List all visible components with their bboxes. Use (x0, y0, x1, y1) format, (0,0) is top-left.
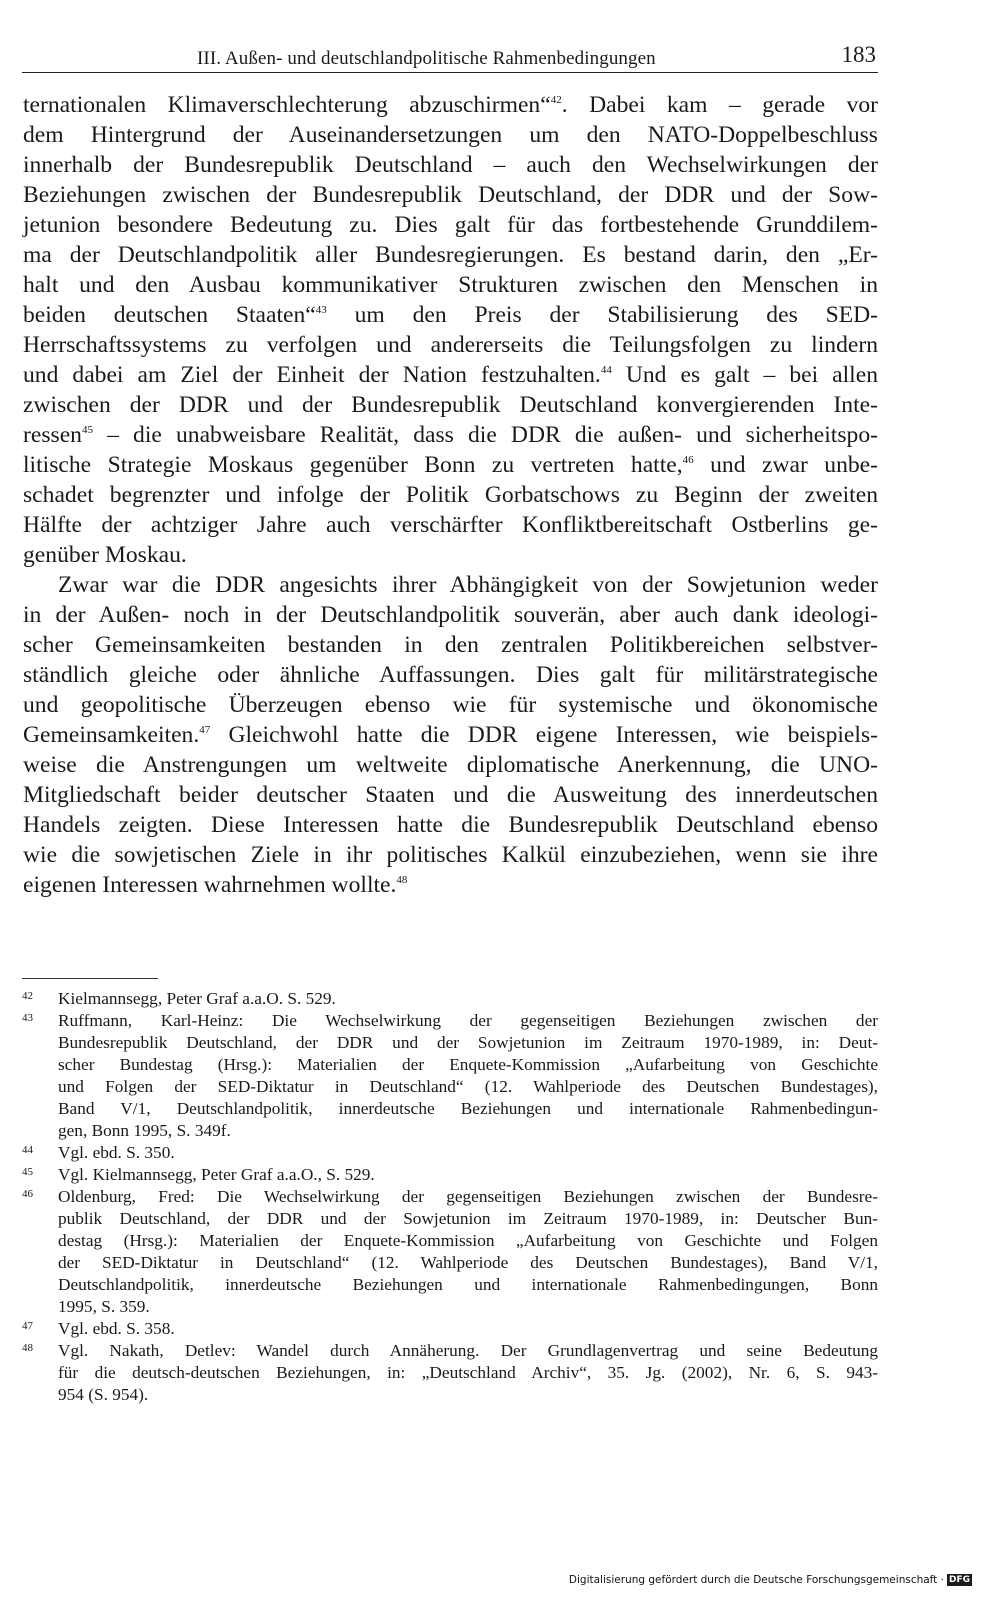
footnote-number: 42 (22, 990, 33, 1002)
body-text-segment: Hälfte der achtziger Jahre auch verschärfter Konfliktbereitschaft Ostberlins ge- (23, 512, 878, 538)
body-line (23, 420, 878, 450)
footnote-line: 954 (S. 954). (58, 1385, 149, 1404)
body-line (23, 690, 878, 720)
footnote-reference[interactable]: 48 (396, 874, 408, 886)
body-text-segment: und zwar unbe- (693, 452, 878, 478)
body-line (23, 180, 878, 210)
body-text-segment: halt und den Ausbau kommunikativer Strukturen zwischen den Menschen in (23, 272, 878, 298)
body-text-segment: eigenen Interessen wahrnehmen wollte. (23, 872, 397, 898)
footnote-line: 1995, S. 359. (58, 1297, 150, 1316)
footnote-line: gen, Bonn 1995, S. 349f. (58, 1121, 231, 1140)
footnote-line: scher Bundestag (Hrsg.): Materialien der Enquete-Kommission „Aufarbeitung von Geschichte (58, 1055, 878, 1074)
main-text (23, 90, 878, 900)
body-line (23, 510, 878, 540)
body-text-segment: wie die sowjetischen Ziele in ihr politisches Kalkül einzubeziehen, wenn sie ihre (23, 842, 878, 868)
footnote-line: Bundesrepublik Deutschland, der DDR und der Sowjetunion im Zeitraum 1970-1989, in: Deut- (58, 1033, 878, 1052)
running-header (22, 42, 878, 73)
footnote-reference[interactable]: 43 (315, 304, 327, 316)
body-text-segment: dem Hintergrund der Auseinandersetzungen um den NATO-Doppelbeschluss (23, 122, 878, 148)
body-text-segment: ternationalen Klimaverschlechterung abzuschirmen“ (23, 92, 551, 118)
footnote-line: publik Deutschland, der DDR und der Sowjetunion im Zeitraum 1970-1989, in: Deutscher Bun- (58, 1209, 878, 1228)
footnote-line: Oldenburg, Fred: Die Wechselwirkung der gegenseitigen Beziehungen zwischen der Bundesre- (58, 1187, 878, 1206)
body-line (23, 90, 878, 120)
body-line (23, 270, 878, 300)
body-text-segment: ma der Deutschlandpolitik aller Bundesregierungen. Es bestand darin, den „Er- (23, 242, 878, 268)
body-line (23, 660, 878, 690)
body-line (23, 240, 878, 270)
footnote (22, 988, 878, 1010)
footnote-number: 43 (22, 1012, 33, 1024)
credit-text: Digitalisierung gefördert durch die Deutsche Forschungsgemeinschaft · (568, 1574, 944, 1586)
footnote (22, 1318, 878, 1340)
footnote-line: und Folgen der SED-Diktatur in Deutschland“ (12. Wahlperiode des Deutschen Bundestages), (58, 1077, 878, 1096)
footnote (22, 1186, 878, 1318)
body-line (23, 120, 878, 150)
footnote-reference[interactable]: 42 (550, 94, 562, 106)
footnote-line: Vgl. Nakath, Detlev: Wandel durch Annäherung. Der Grundlagenvertrag und seine Bedeutung (58, 1341, 878, 1360)
body-text-segment: scher Gemeinsamkeiten bestanden in den zentralen Politikbereichen selbstver- (23, 632, 878, 658)
body-line (23, 810, 878, 840)
footnote-reference[interactable]: 44 (600, 364, 612, 376)
footnote-number: 46 (22, 1188, 33, 1200)
body-text-segment: um den Preis der Stabilisierung des SED- (326, 302, 879, 328)
body-text-segment: Gleichwohl hatte die DDR eigene Interessen, wie beispiels- (210, 722, 878, 748)
body-line (23, 570, 878, 600)
body-text-segment: innerhalb der Bundesrepublik Deutschland – auch den Wechselwirkungen der (23, 152, 878, 178)
body-text-segment: Herrschaftssystems zu verfolgen und andererseits die Teilungsfolgen zu lindern (23, 332, 878, 358)
footnote-reference[interactable]: 46 (682, 454, 694, 466)
footnote-line: Kielmannsegg, Peter Graf a.a.O. S. 529. (58, 989, 336, 1008)
body-line (23, 360, 878, 390)
body-text-segment: und geopolitische Überzeugen ebenso wie für systemische und ökonomische (23, 692, 878, 718)
footnote-line: Vgl. ebd. S. 350. (58, 1143, 175, 1162)
body-text-segment: Und es galt – bei allen (611, 362, 878, 388)
body-text-segment: und dabei am Ziel der Einheit der Nation festzuhalten. (23, 362, 601, 388)
footnote-line: Vgl. ebd. S. 358. (58, 1319, 175, 1338)
footnote (22, 1142, 878, 1164)
footnote-reference[interactable]: 45 (81, 424, 93, 436)
footnote (22, 1010, 878, 1142)
body-line (23, 600, 878, 630)
body-text-segment: . Dabei kam – gerade vor (561, 92, 878, 118)
footnote-reference[interactable]: 47 (199, 724, 211, 736)
body-line (23, 480, 878, 510)
body-text-segment: Beziehungen zwischen der Bundesrepublik Deutschland, der DDR und der Sow- (23, 182, 878, 208)
dfg-logo: DFG (948, 1575, 970, 1585)
footnote-line: Deutschlandpolitik, innerdeutsche Beziehungen und internationale Rahmenbedingungen, Bonn (58, 1275, 878, 1294)
page-number: 183 (841, 42, 876, 67)
footnotes (22, 988, 878, 1406)
body-line (23, 720, 878, 750)
digitization-credit (569, 1574, 972, 1586)
footnote-number: 47 (22, 1320, 33, 1332)
body-text-segment: beiden deutschen Staaten“ (23, 302, 316, 328)
body-line (23, 330, 878, 360)
body-line (23, 540, 878, 570)
footnote (22, 1340, 878, 1406)
footnote-line: Vgl. Kielmannsegg, Peter Graf a.a.O., S. 529. (58, 1165, 375, 1184)
footnote-number: 45 (22, 1166, 33, 1178)
body-line (23, 210, 878, 240)
body-text-segment: schadet begrenzter und infolge der Politik Gorbatschows zu Beginn der zweiten (23, 482, 878, 508)
body-text-segment: – die unabweisbare Realität, dass die DDR die außen- und sicherheitspo- (92, 422, 878, 448)
body-line (23, 750, 878, 780)
body-text-segment: zwischen der DDR und der Bundesrepublik Deutschland konvergierenden Inte- (23, 392, 878, 418)
footnote-line: für die deutsch-deutschen Beziehungen, in: „Deutschland Archiv“, 35. Jg. (2002), Nr. 6, S. 943- (58, 1363, 878, 1382)
body-line (23, 450, 878, 480)
running-header-title: III. Außen- und deutschlandpolitische Rahmenbedingungen (197, 48, 656, 69)
body-line (23, 390, 878, 420)
body-text-segment: genüber Moskau. (23, 542, 187, 568)
footnote (22, 1164, 878, 1186)
footnote-number: 44 (22, 1144, 33, 1156)
body-text-segment: Mitgliedschaft beider deutscher Staaten und die Ausweitung des innerdeutschen (23, 782, 878, 808)
body-line (23, 870, 878, 900)
body-text-segment: litische Strategie Moskaus gegenüber Bonn zu vertreten hatte, (23, 452, 683, 478)
body-text-segment: in der Außen- noch in der Deutschlandpolitik souverän, aber auch dank ideologi- (23, 602, 878, 628)
body-text-segment: ressen (23, 422, 82, 448)
body-text-segment: jetunion besondere Bedeutung zu. Dies galt für das fortbestehende Grunddilem- (23, 212, 878, 238)
body-line (23, 630, 878, 660)
body-text-segment: Zwar war die DDR angesichts ihrer Abhängigkeit von der Sowjetunion weder (58, 572, 878, 598)
body-text-segment: Gemeinsamkeiten. (23, 722, 200, 748)
body-text-segment: weise die Anstrengungen um weltweite diplomatische Anerkennung, die UNO- (23, 752, 878, 778)
footnote-separator (22, 978, 158, 979)
footnote-line: Ruffmann, Karl-Heinz: Die Wechselwirkung der gegenseitigen Beziehungen zwischen der (58, 1011, 878, 1030)
body-line (23, 300, 878, 330)
body-line (23, 150, 878, 180)
body-line (23, 840, 878, 870)
footnote-line: der SED-Diktatur in Deutschland“ (12. Wahlperiode des Deutschen Bundestages), Band V/1, (58, 1253, 878, 1272)
footnote-line: destag (Hrsg.): Materialien der Enquete-Kommission „Aufarbeitung von Geschichte und Folgen (58, 1231, 878, 1250)
body-line (23, 780, 878, 810)
footnote-number: 48 (22, 1342, 33, 1354)
footnote-line: Band V/1, Deutschlandpolitik, innerdeutsche Beziehungen und internationale Rahmenbedingun- (58, 1099, 878, 1118)
body-text-segment: ständlich gleiche oder ähnliche Auffassungen. Dies galt für militärstrategische (23, 662, 878, 688)
body-text-segment: Handels zeigten. Diese Interessen hatte die Bundesrepublik Deutschland ebenso (23, 812, 878, 838)
